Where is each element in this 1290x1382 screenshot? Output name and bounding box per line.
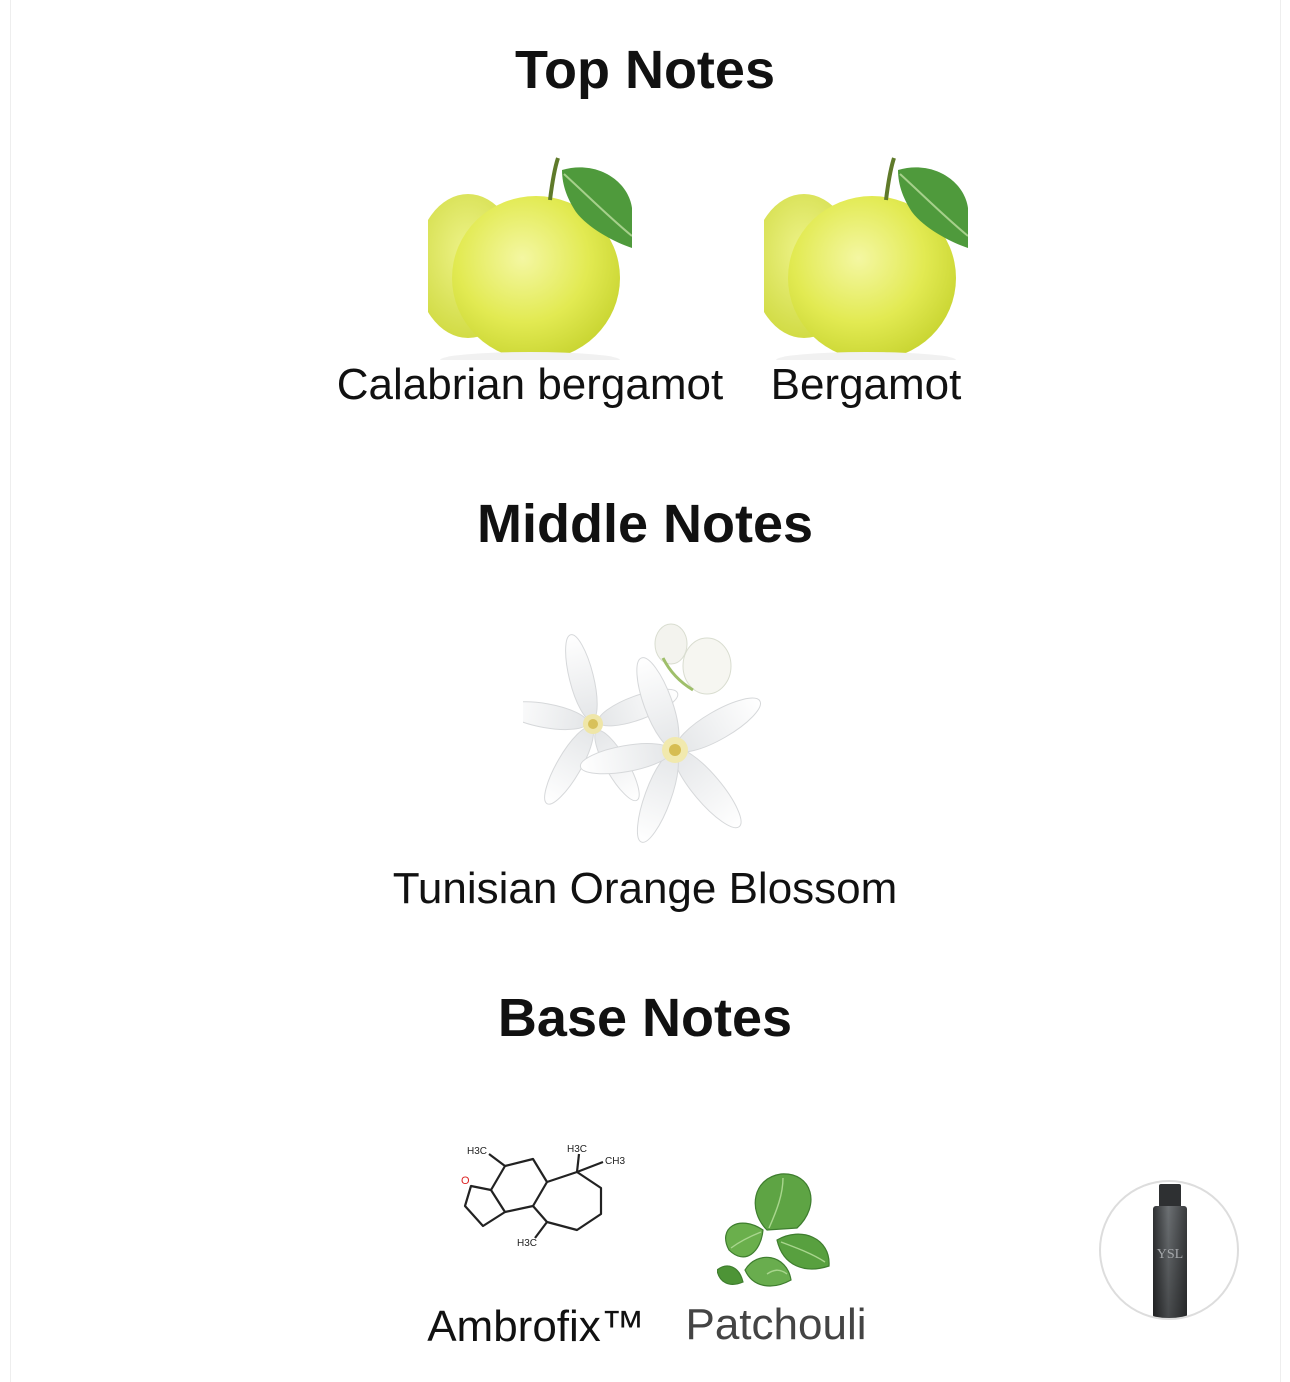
ambrofix-molecule-icon	[441, 1142, 631, 1292]
note-ambrofix[interactable]	[410, 1142, 662, 1352]
methyl-label: H3C	[567, 1144, 588, 1155]
bottle-monogram: YSL	[1156, 1247, 1184, 1262]
note-label: Patchouli	[685, 1300, 867, 1349]
perfume-bottle-icon	[1101, 1182, 1237, 1318]
methyl-label: H3C	[467, 1146, 488, 1157]
perfume-bottle-button[interactable]	[1099, 1180, 1239, 1320]
bergamot-icon	[764, 156, 968, 360]
base-notes-heading: Base Notes	[497, 988, 793, 1048]
page-edge-right	[1280, 0, 1281, 1382]
note-label: Calabrian bergamot	[336, 360, 724, 409]
orange-blossom-icon	[523, 614, 767, 858]
note-label: Tunisian Orange Blossom	[392, 864, 898, 913]
note-bergamot[interactable]	[752, 156, 980, 410]
page-edge-left	[10, 0, 11, 1382]
middle-notes-heading: Middle Notes	[476, 494, 814, 554]
note-tunisian-orange-blossom[interactable]	[345, 614, 945, 914]
note-label: Ambrofix™	[427, 1302, 645, 1351]
top-notes-heading: Top Notes	[515, 40, 775, 100]
bergamot-icon	[428, 156, 632, 360]
patchouli-leaf-icon	[717, 1170, 835, 1290]
oxygen-atom: O	[461, 1175, 470, 1187]
note-patchouli[interactable]	[666, 1170, 886, 1350]
methyl-label: CH3	[605, 1156, 626, 1167]
methyl-label: H3C	[517, 1238, 538, 1249]
note-label: Bergamot	[770, 360, 962, 409]
note-calabrian-bergamot[interactable]	[312, 156, 748, 410]
